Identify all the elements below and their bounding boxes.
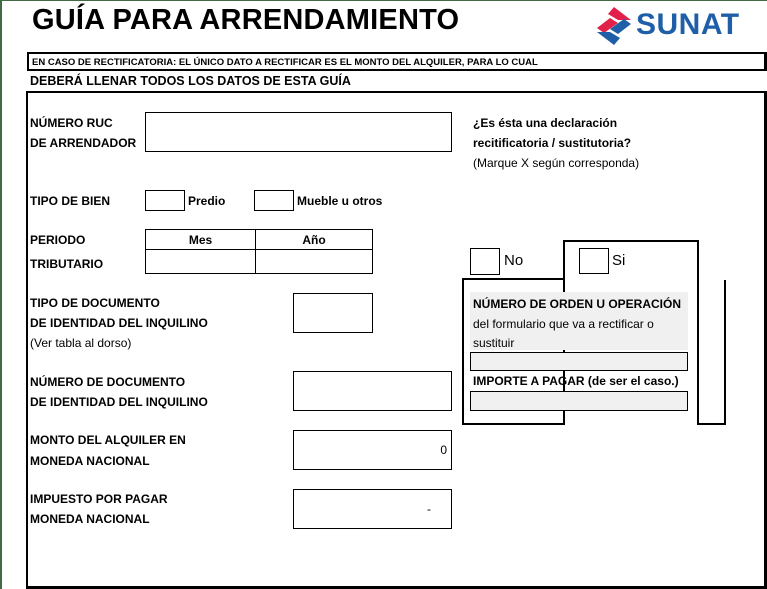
sunat-logo xyxy=(594,6,759,46)
page-title: GUÍA PARA ARRENDAMIENTO xyxy=(32,4,460,36)
logo-text: SUNAT xyxy=(636,8,740,41)
monto-label-line2: MONEDA NACIONAL xyxy=(30,454,150,468)
importe-label: IMPORTE A PAGAR (de ser el caso.) xyxy=(473,374,679,388)
num-doc-input[interactable] xyxy=(293,371,452,411)
tipo-bien-label: TIPO DE BIEN xyxy=(30,194,111,208)
mes-header: Mes xyxy=(146,230,256,250)
mes-input[interactable] xyxy=(146,250,256,274)
impuesto-label-line2: MONEDA NACIONAL xyxy=(30,512,150,526)
si-checkbox[interactable] xyxy=(579,248,609,274)
ruc-label-line2: DE ARRENDADOR xyxy=(30,136,137,150)
anio-header: Año xyxy=(256,230,373,250)
orden-desc-line1: del formulario que va a rectificar o xyxy=(473,317,654,331)
rectification-notice: EN CASO DE RECTIFICATORIA: EL ÚNICO DATO A RECTIFICAR ES EL MONTO DEL ALQUILER, PARA LO CUAL xyxy=(27,52,767,71)
mueble-checkbox[interactable] xyxy=(254,190,294,211)
predio-checkbox[interactable] xyxy=(145,190,185,211)
importe-input[interactable] xyxy=(470,391,688,411)
monto-label-line1: MONTO DEL ALQUILER EN xyxy=(30,433,186,447)
periodo-table xyxy=(145,229,373,274)
tipo-doc-note: (Ver tabla al dorso) xyxy=(30,336,132,350)
no-checkbox[interactable] xyxy=(470,248,500,275)
tab-divider xyxy=(462,278,565,280)
rect-hint: (Marque X según corresponda) xyxy=(473,156,640,170)
no-label: No xyxy=(504,252,524,269)
rect-question-line1: ¿Es ésta una declaración xyxy=(473,116,618,130)
orden-desc-line2: sustituir xyxy=(473,336,515,350)
ruc-input[interactable] xyxy=(145,112,452,152)
anio-input[interactable] xyxy=(256,250,373,274)
impuesto-value: - xyxy=(293,489,452,529)
periodo-label-line1: PERIODO xyxy=(30,233,86,247)
monto-input[interactable]: 0 xyxy=(293,430,452,470)
impuesto-label-line1: IMPUESTO POR PAGAR xyxy=(30,492,168,506)
fill-all-notice: DEBERÁ LLENAR TODOS LOS DATOS DE ESTA GUÍA xyxy=(30,74,351,88)
orden-label: NÚMERO DE ORDEN U OPERACIÓN xyxy=(473,297,682,311)
tipo-doc-label-line2: DE IDENTIDAD DEL INQUILINO xyxy=(30,316,208,330)
tipo-doc-label-line1: TIPO DE DOCUMENTO xyxy=(30,296,160,310)
sunat-logo-icon xyxy=(594,6,634,46)
num-doc-label-line1: NÚMERO DE DOCUMENTO xyxy=(30,375,186,389)
predio-label: Predio xyxy=(188,194,226,208)
ruc-label-line1: NÚMERO RUC xyxy=(30,116,113,130)
window-edge xyxy=(0,0,2,589)
num-doc-label-line2: DE IDENTIDAD DEL INQUILINO xyxy=(30,395,208,409)
tipo-doc-input[interactable] xyxy=(293,293,373,333)
orden-input[interactable] xyxy=(470,352,688,371)
mueble-label: Mueble u otros xyxy=(297,194,383,208)
si-label: Si xyxy=(612,252,626,269)
rect-question-line2: recitificatoria / sustitutoria? xyxy=(473,136,632,150)
window-edge-top xyxy=(0,0,767,1)
periodo-label-line2: TRIBUTARIO xyxy=(30,257,104,271)
